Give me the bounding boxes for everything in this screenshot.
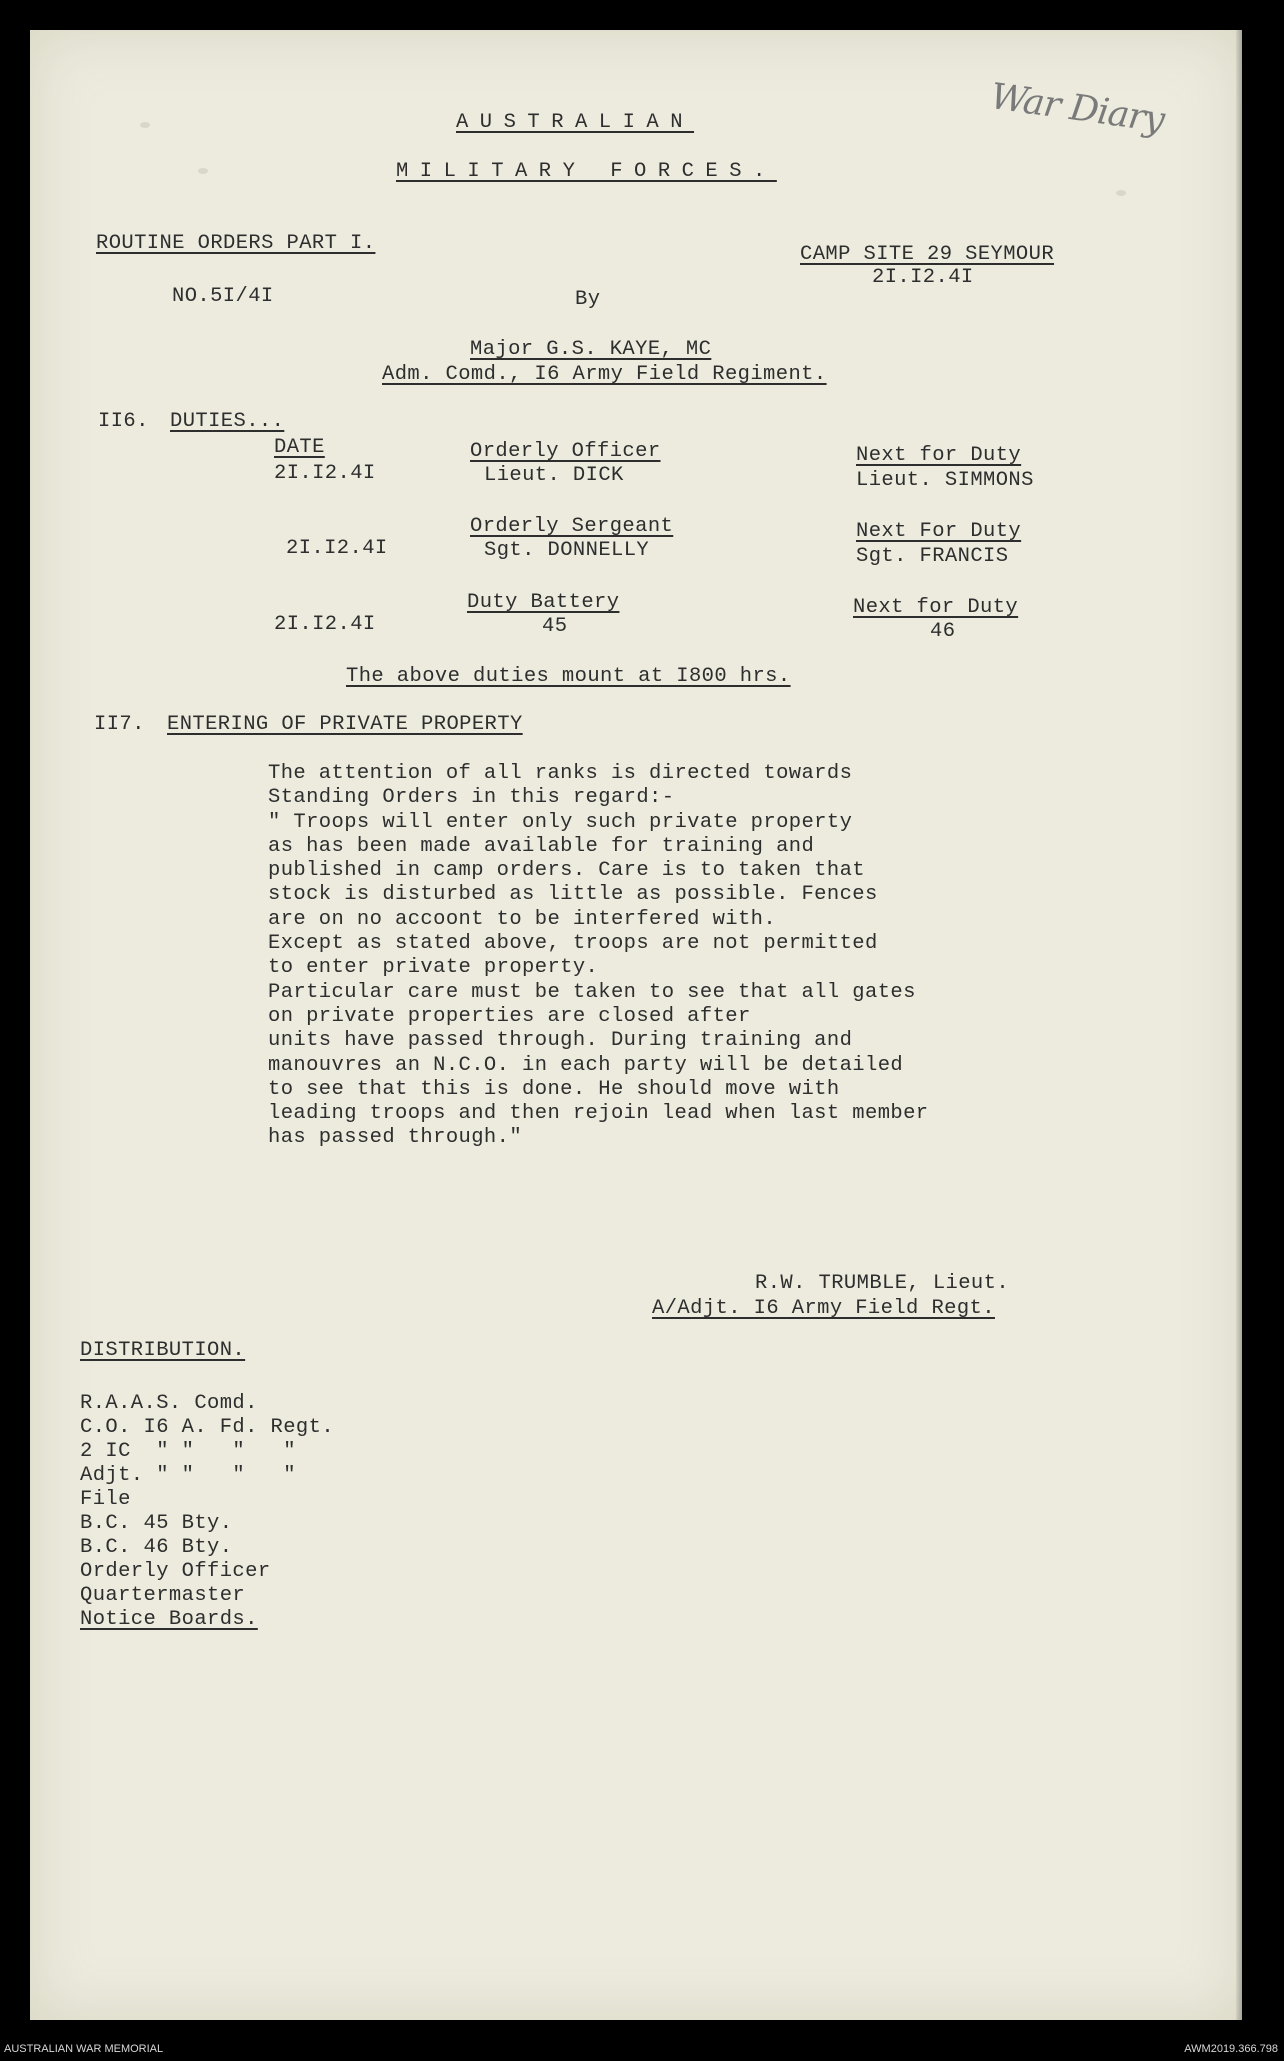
duty-row-2-date: 2I.I2.4I	[286, 537, 388, 560]
paper-blemish	[140, 122, 150, 128]
header-line-2: MILITARY FORCES.	[396, 160, 777, 183]
body-line: as has been made available for training and	[268, 834, 815, 858]
duty-row-1-next-label: Next for Duty	[856, 444, 1022, 467]
header-line-1: AUSTRALIAN	[456, 111, 695, 134]
duty-row-1-role: Orderly Officer	[470, 440, 661, 463]
orders-location: CAMP SITE 29 SEYMOUR	[800, 243, 1055, 266]
section-116-heading	[170, 410, 284, 434]
paper-blemish	[1116, 190, 1126, 196]
body-line: has passed through."	[268, 1126, 523, 1150]
duty-row-2-role: Orderly Sergeant	[470, 515, 674, 538]
signature-name: R.W. TRUMBLE, Lieut.	[755, 1272, 1010, 1295]
duty-row-3-next-label: Next for Duty	[853, 596, 1019, 619]
section-116-heading-text: DUTIES...	[170, 410, 285, 433]
body-line: stock is disturbed as little as possible. Fences	[268, 883, 878, 907]
distribution-heading: DISTRIBUTION.	[80, 1339, 246, 1362]
date-column-header: DATE	[274, 436, 325, 459]
orders-by: By	[575, 288, 601, 311]
body-line: are on no accoont to be interfered with.	[268, 907, 777, 931]
body-line: leading troops and then rejoin lead when last member	[268, 1102, 929, 1126]
orders-title: ROUTINE ORDERS PART I.	[96, 232, 376, 255]
duty-row-1-next: Lieut. SIMMONS	[856, 469, 1034, 492]
body-line: Standing Orders in this regard:-	[268, 786, 675, 810]
section-117-number: II7.	[94, 713, 145, 736]
distribution-item: 2 IC " " " "	[80, 1440, 296, 1463]
body-line: The attention of all ranks is directed towards	[268, 762, 853, 785]
paper-blemish	[198, 168, 208, 174]
distribution-item: C.O. I6 A. Fd. Regt.	[80, 1416, 335, 1439]
signature-title: A/Adjt. I6 Army Field Regt.	[652, 1297, 995, 1320]
distribution-item: Adjt. " " " "	[80, 1464, 296, 1487]
distribution-list	[80, 1392, 334, 1632]
distribution-item: Notice Boards.	[80, 1608, 258, 1631]
body-line: Particular care must be taken to see that all gates	[268, 980, 916, 1004]
body-line: to see that this is done. He should move with	[268, 1077, 840, 1101]
duties-mount-note: The above duties mount at I800 hrs.	[346, 665, 791, 688]
orders-number: NO.5I/4I	[172, 285, 274, 308]
duty-row-2-next: Sgt. FRANCIS	[856, 545, 1009, 568]
footer-accession: AWM2019.366.798	[1184, 2043, 1278, 2055]
duty-row-3-role: Duty Battery	[467, 591, 620, 614]
body-line: on private properties are closed after	[268, 1004, 751, 1028]
body-line: to enter private property.	[268, 956, 599, 980]
footer-institution: AUSTRALIAN WAR MEMORIAL	[4, 2043, 164, 2055]
distribution-item: B.C. 45 Bty.	[80, 1512, 233, 1535]
handwritten-note: War Diary	[987, 76, 1167, 141]
distribution-item: R.A.A.S. Comd.	[80, 1392, 258, 1415]
duty-row-3-next: 46	[930, 620, 956, 643]
duty-row-3-person: 45	[542, 615, 568, 638]
issuer-name: Major G.S. KAYE, MC	[470, 338, 712, 361]
distribution-item: File	[80, 1488, 131, 1511]
duty-row-2-next-label: Next For Duty	[856, 520, 1022, 543]
body-line: Except as stated above, troops are not permitted	[268, 932, 878, 956]
section-117-body	[268, 762, 929, 1151]
distribution-item: B.C. 46 Bty.	[80, 1536, 233, 1559]
duty-row-1-date: 2I.I2.4I	[274, 462, 376, 485]
body-line: " Troops will enter only such private property	[268, 810, 853, 834]
section-117-heading: ENTERING OF PRIVATE PROPERTY	[167, 713, 523, 736]
duty-row-2-person: Sgt. DONNELLY	[484, 539, 650, 562]
body-line: published in camp orders. Care is to taken that	[268, 859, 865, 883]
section-116-number: II6.	[98, 410, 149, 433]
body-line: manouvres an N.C.O. in each party will be detailed	[268, 1053, 904, 1077]
orders-date: 2I.I2.4I	[872, 266, 974, 289]
distribution-item: Orderly Officer	[80, 1560, 271, 1583]
issuer-appointment: Adm. Comd., I6 Army Field Regiment.	[382, 363, 827, 386]
duty-row-1-person: Lieut. DICK	[484, 464, 624, 487]
duty-row-3-date: 2I.I2.4I	[274, 613, 376, 636]
distribution-item: Quartermaster	[80, 1584, 246, 1607]
body-line: units have passed through. During training and	[268, 1029, 853, 1053]
